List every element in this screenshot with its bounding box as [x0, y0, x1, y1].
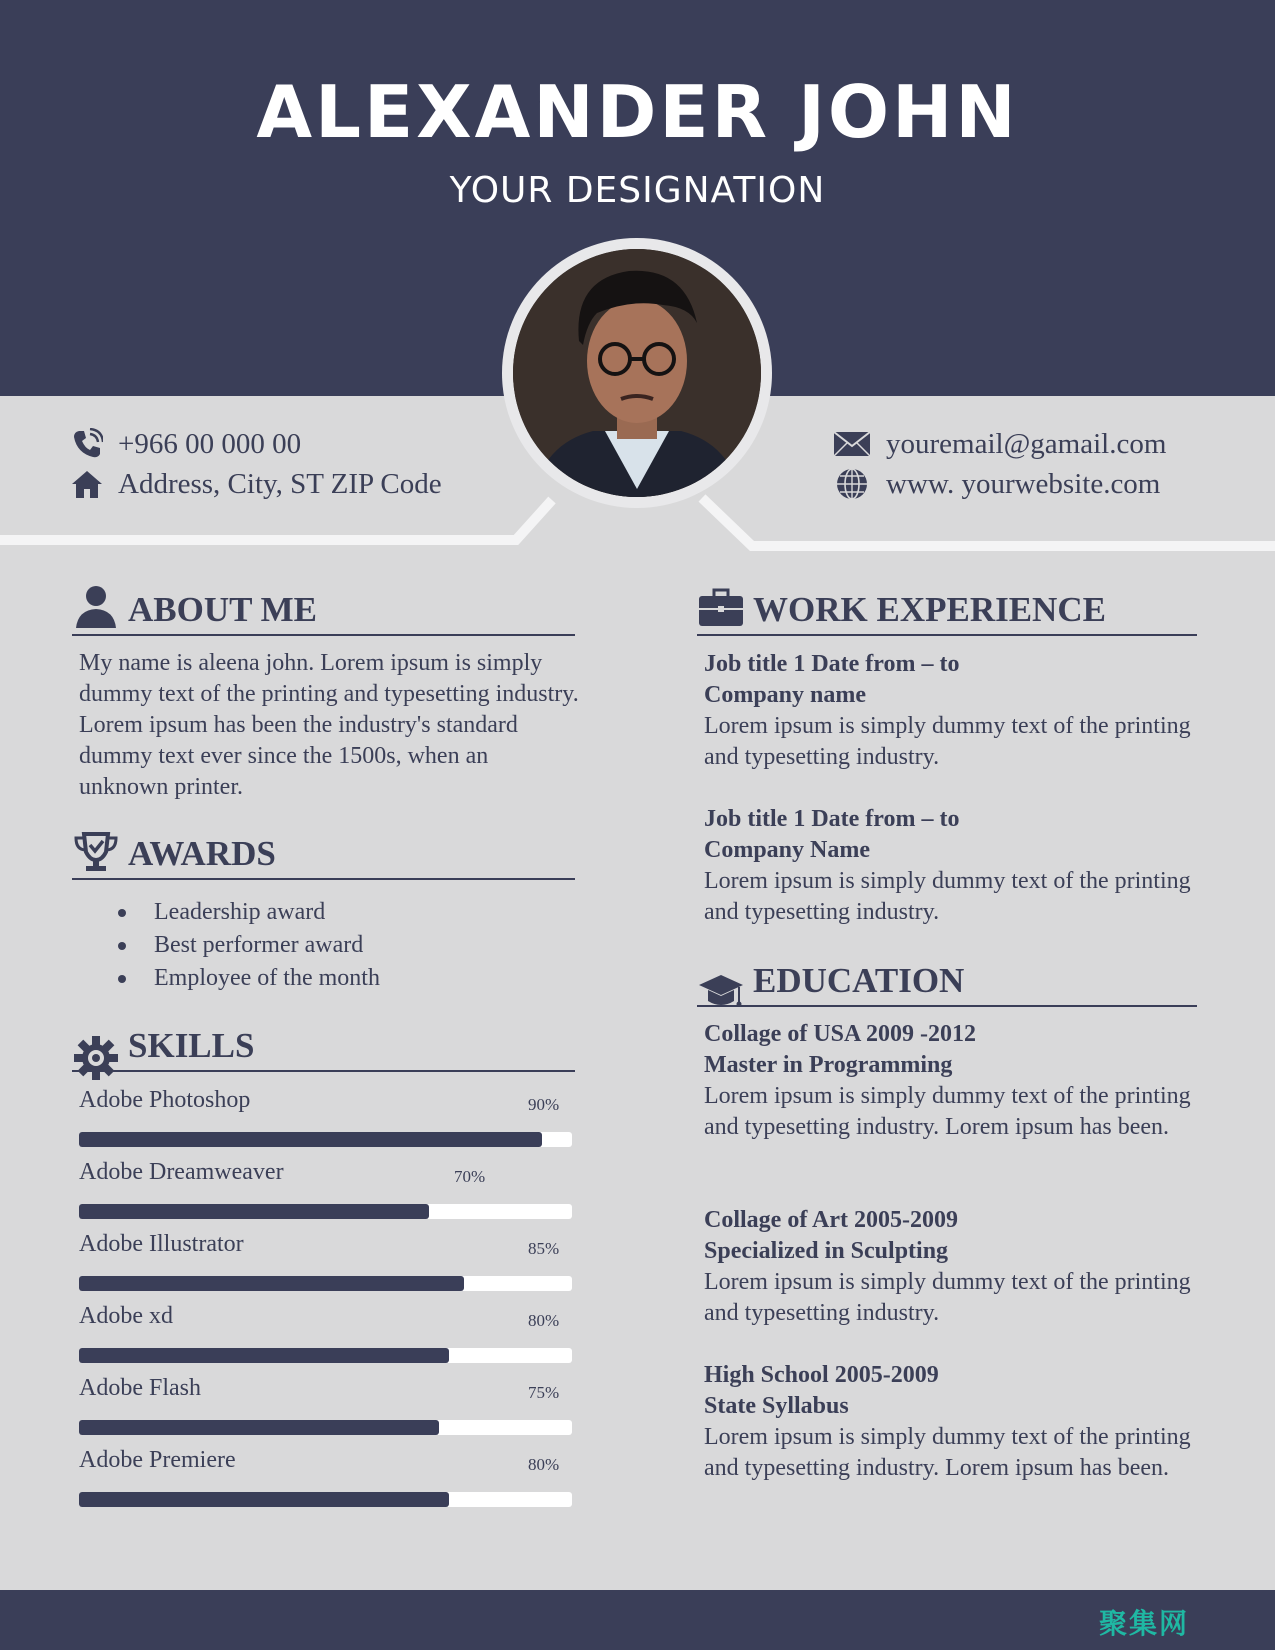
phone-icon	[70, 427, 104, 461]
education-description: Lorem ipsum is simply dummy text of the printing and typesetting industry.	[704, 1269, 1191, 1326]
trophy-icon	[72, 826, 120, 874]
graduation-cap-icon	[697, 967, 745, 1015]
contact-address	[70, 467, 442, 501]
skill-percent: 90%	[528, 1095, 560, 1114]
work-entry	[704, 649, 1204, 773]
contact-email	[832, 427, 1166, 461]
skill-label: Adobe Photoshop	[79, 1087, 251, 1113]
envelope-icon	[832, 427, 872, 461]
skill-bar-track	[79, 1276, 572, 1291]
skill-bar-track	[79, 1420, 572, 1435]
education-entry	[704, 1019, 1204, 1143]
person-icon	[72, 582, 120, 630]
skill-label: Adobe Dreamweaver	[79, 1159, 284, 1185]
education-section-header	[697, 949, 1197, 1007]
school-name: Collage of USA 2009 -2012	[704, 1021, 976, 1047]
resume-designation: YOUR DESIGNATION	[449, 170, 826, 211]
school-name: Collage of Art 2005-2009	[704, 1207, 958, 1233]
degree-name: Master in Programming	[704, 1052, 953, 1078]
awards-title: AWARDS	[128, 834, 276, 873]
briefcase-icon	[697, 582, 745, 630]
skill-label: Adobe Premiere	[79, 1447, 236, 1473]
work-title: WORK EXPERIENCE	[753, 590, 1106, 629]
skill-bar-track	[79, 1204, 572, 1219]
education-title: EDUCATION	[753, 961, 965, 1000]
watermark-logo: 聚集网	[1098, 1607, 1189, 1640]
skill-row	[79, 1087, 572, 1159]
job-title: Job title 1 Date from – to	[704, 806, 960, 832]
award-item: Employee of the month	[110, 962, 380, 995]
skill-label: Adobe Illustrator	[79, 1231, 244, 1257]
award-item: Best performer award	[110, 929, 380, 962]
skill-bar-fill	[79, 1348, 449, 1363]
skill-bar-fill	[79, 1420, 439, 1435]
education-description: Lorem ipsum is simply dummy text of the printing and typesetting industry. Lorem ipsum has been.	[704, 1424, 1191, 1481]
home-icon	[70, 467, 104, 501]
about-text: My name is aleena john. Lorem ipsum is simply dummy text of the printing and typesetting industry. Lorem ipsum has been the industry's standard dummy text ever since the 1500s, when an unknown printer.	[79, 650, 579, 800]
company-name: Company name	[704, 682, 867, 708]
contact-website	[832, 467, 1160, 501]
education-entry	[704, 1360, 1204, 1484]
skill-bar-fill	[79, 1276, 464, 1291]
gear-icon	[72, 1034, 120, 1082]
website-text[interactable]: www. yourwebsite.com	[886, 467, 1161, 500]
skill-percent: 80%	[528, 1455, 560, 1474]
skill-row	[79, 1159, 572, 1231]
skills-title: SKILLS	[128, 1026, 255, 1065]
skill-bar-track	[79, 1492, 572, 1507]
skill-label: Adobe Flash	[79, 1375, 201, 1401]
education-description: Lorem ipsum is simply dummy text of the printing and typesetting industry. Lorem ipsum has been.	[704, 1083, 1191, 1140]
contact-phone	[70, 427, 301, 461]
skill-bar-fill	[79, 1132, 542, 1147]
address-text: Address, City, ST ZIP Code	[118, 467, 442, 500]
email-text[interactable]: youremail@gamail.com	[886, 427, 1167, 460]
awards-list	[110, 896, 380, 995]
about-title: ABOUT ME	[128, 590, 317, 629]
degree-name: Specialized in Sculpting	[704, 1238, 949, 1264]
job-description: Lorem ipsum is simply dummy text of the printing and typesetting industry.	[704, 713, 1191, 770]
skill-percent: 80%	[528, 1311, 560, 1330]
skill-percent: 70%	[454, 1167, 486, 1186]
skill-row	[79, 1447, 572, 1519]
resume-name: ALEXANDER JOHN	[256, 70, 1019, 154]
job-title: Job title 1 Date from – to	[704, 651, 960, 677]
skill-row	[79, 1375, 572, 1447]
skill-bar-track	[79, 1132, 572, 1147]
skill-percent: 85%	[528, 1239, 560, 1258]
degree-name: State Syllabus	[704, 1393, 849, 1419]
education-entry	[704, 1205, 1204, 1329]
awards-section-header	[72, 822, 575, 880]
skill-percent: 75%	[528, 1383, 560, 1402]
footer-band	[0, 1590, 1275, 1650]
about-section-header	[72, 578, 575, 636]
skill-bar-fill	[79, 1204, 429, 1219]
award-item: Leadership award	[110, 896, 380, 929]
skills-section-header	[72, 1014, 575, 1072]
skill-bar-track	[79, 1348, 572, 1363]
job-description: Lorem ipsum is simply dummy text of the printing and typesetting industry.	[704, 868, 1191, 925]
skill-row	[79, 1231, 572, 1303]
globe-icon	[832, 467, 872, 501]
skill-label: Adobe xd	[79, 1303, 173, 1329]
company-name: Company Name	[704, 837, 870, 863]
work-entry	[704, 804, 1204, 928]
work-section-header	[697, 578, 1197, 636]
skill-row	[79, 1303, 572, 1375]
school-name: High School 2005-2009	[704, 1362, 939, 1388]
profile-photo	[513, 249, 761, 497]
skill-bar-fill	[79, 1492, 449, 1507]
phone-text[interactable]: +966 00 000 00	[118, 427, 302, 460]
